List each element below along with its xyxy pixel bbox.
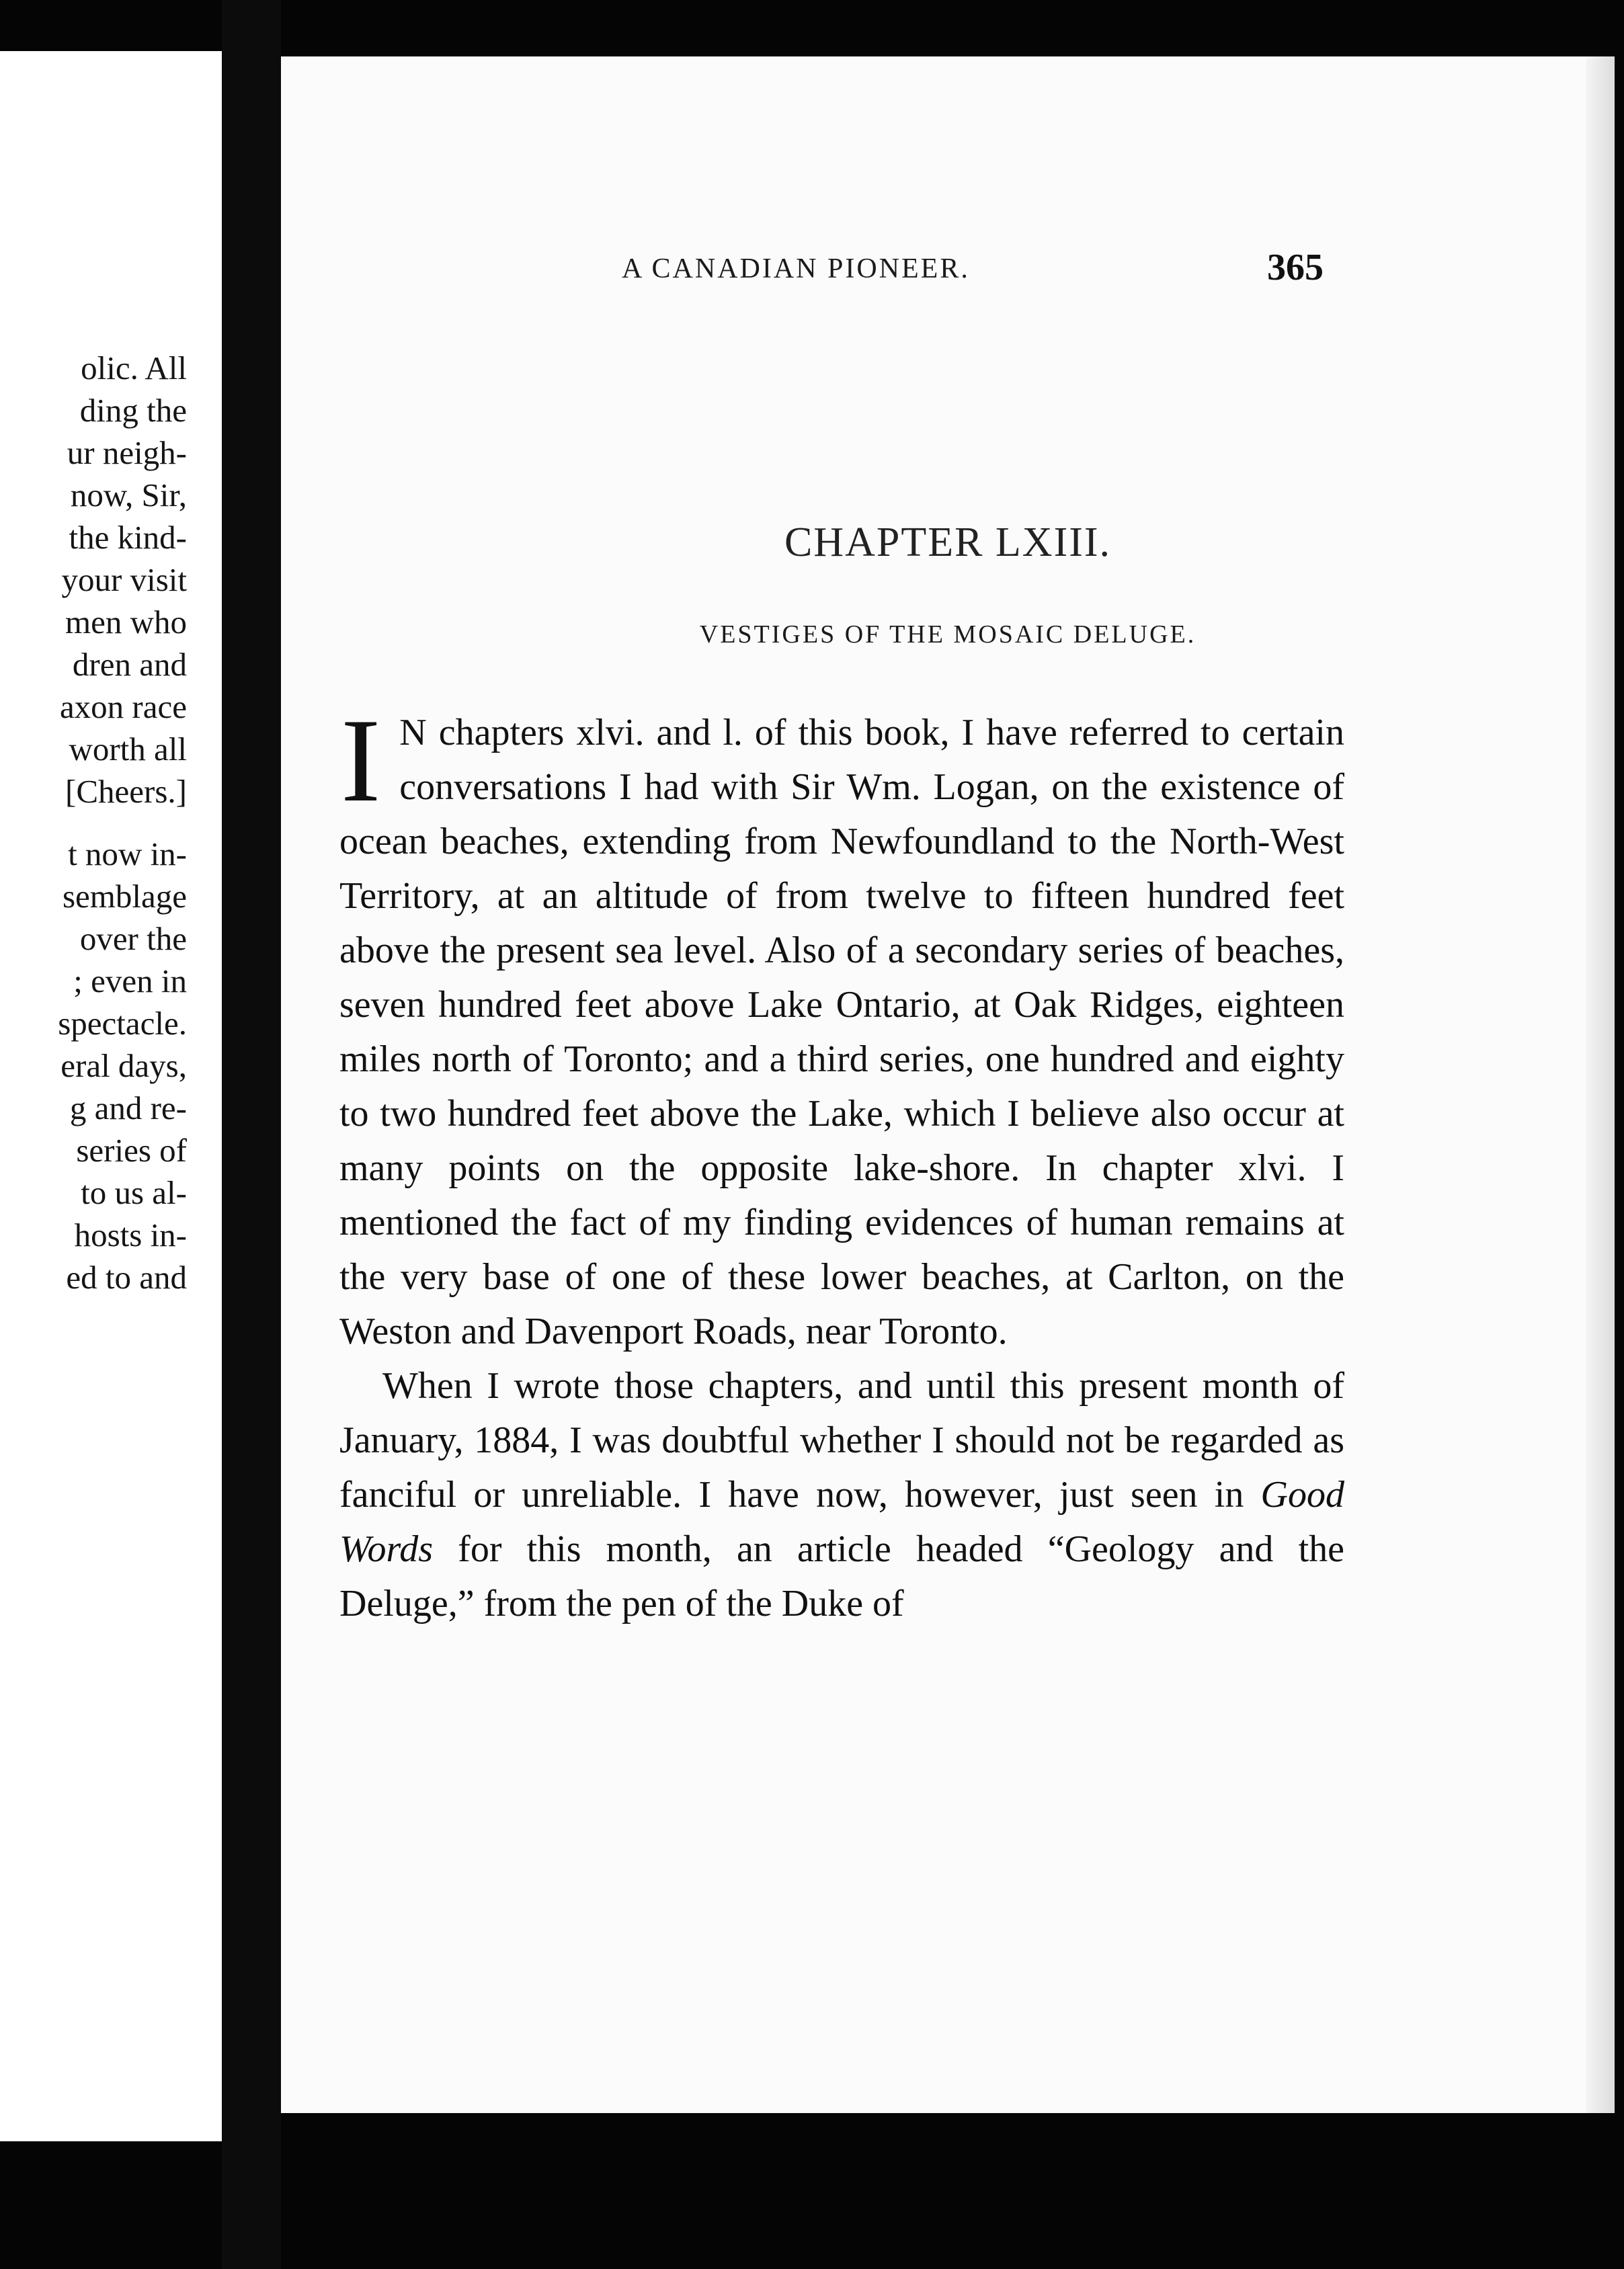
chapter-subtitle: VESTIGES OF THE MOSAIC DELUGE. bbox=[699, 620, 1196, 649]
left-page-line: axon race bbox=[59, 688, 187, 725]
left-page-line: your visit bbox=[61, 561, 187, 598]
left-page-line: series of bbox=[76, 1132, 187, 1169]
drop-cap: I bbox=[341, 694, 381, 827]
left-facing-page bbox=[0, 51, 222, 2141]
running-header: A CANADIAN PIONEER. bbox=[622, 253, 970, 284]
left-page-line: men who bbox=[65, 604, 187, 641]
left-page-line: spectacle. bbox=[58, 1005, 187, 1042]
left-page-line: semblage bbox=[62, 878, 187, 915]
chapter-body bbox=[339, 694, 1344, 1631]
left-page-line: ed to and bbox=[66, 1259, 187, 1296]
left-page-line: ur neigh- bbox=[67, 434, 187, 471]
paragraph-2-text-a: When I wrote those chapters, and until this present month of January, 1884, I was doubtful whether I should not be regarded as fanciful or unreliable. I have now, however, just seen in bbox=[339, 1365, 1344, 1516]
left-page-line: olic. All bbox=[81, 349, 187, 386]
page-edge bbox=[1586, 56, 1615, 2113]
left-page-line: to us al- bbox=[81, 1174, 187, 1211]
paragraph-2-italic: Good Words bbox=[339, 1474, 1344, 1570]
paragraph-1 bbox=[339, 694, 1344, 1359]
left-page-line: dren and bbox=[72, 646, 187, 683]
book-gutter bbox=[222, 0, 281, 2269]
left-page-line: [Cheers.] bbox=[65, 773, 187, 810]
left-page-line: t now in- bbox=[68, 835, 187, 872]
left-page-line: worth all bbox=[69, 731, 187, 768]
paragraph-1-text: N chapters xlvi. and l. of this book, I have referred to certain conversations I had with Sir Wm. Logan, on the existence of ocean beaches, extending from Newfoundland to the North-West Territory, at an altitude of from twelve to fifteen hundred feet above the present sea level. Also of a secondary series of beaches, seven hundred feet above Lake Ontario, at Oak Ridges, eighteen miles north of Toronto; and a third series, one hundred and eighty to two hundred feet above the Lake, which I believe also occur at many points on the opposite lake-shore. In chapter xlvi. I mentioned the fact of my finding evidences of human remains at the very base of one of these lower beaches, at Carlton, on the Weston and Davenport Roads, near Toronto. bbox=[339, 712, 1344, 1352]
left-page-line: now, Sir, bbox=[70, 477, 187, 513]
left-page-line: ding the bbox=[79, 392, 187, 429]
left-page-line: eral days, bbox=[60, 1047, 187, 1084]
chapter-title: CHAPTER LXIII. bbox=[784, 520, 1112, 565]
paragraph-2 bbox=[339, 1359, 1344, 1631]
page-number: 365 bbox=[1267, 247, 1324, 288]
left-page-text bbox=[0, 347, 222, 1298]
left-page-line: the kind- bbox=[69, 519, 187, 556]
left-page-line: over the bbox=[79, 920, 187, 957]
left-page-line: ; even in bbox=[73, 962, 187, 999]
left-page-line: hosts in- bbox=[74, 1216, 187, 1253]
paragraph-2-text-b: for this month, an article headed “Geology and the Deluge,” from the pen of the Duke of bbox=[339, 1528, 1344, 1624]
left-page-line: g and re- bbox=[69, 1089, 187, 1126]
